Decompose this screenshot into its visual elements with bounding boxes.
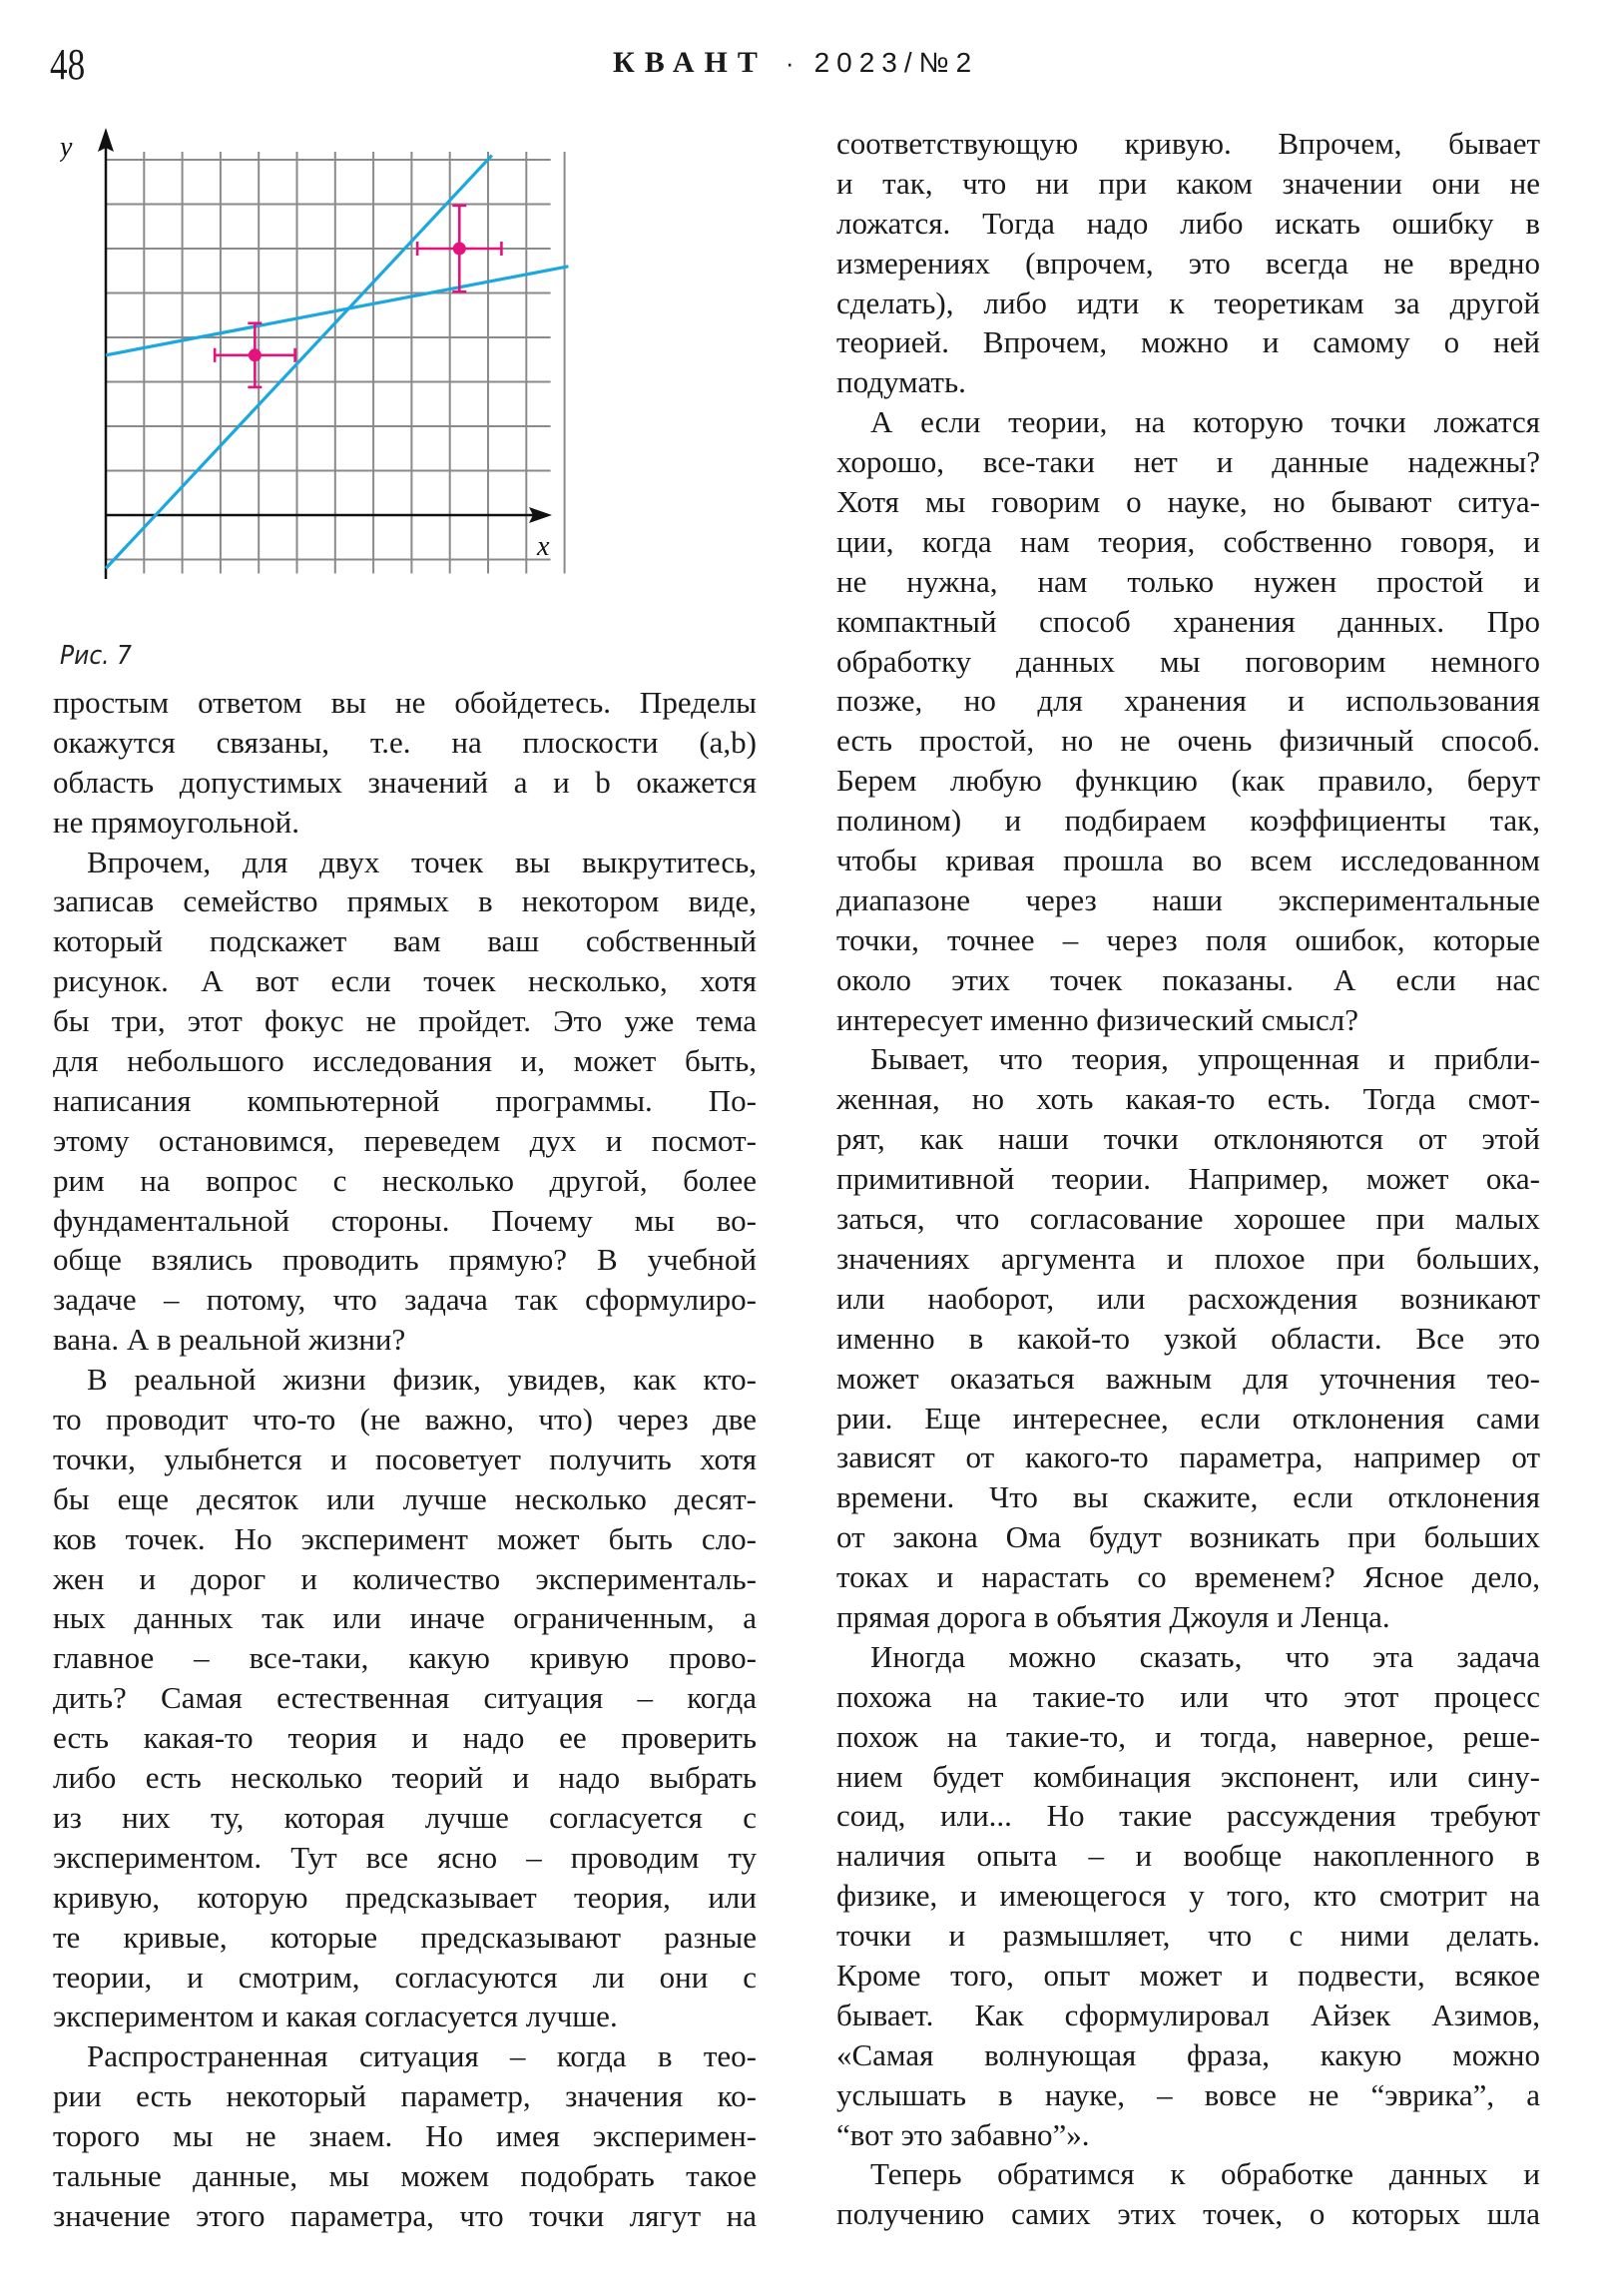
- text-line: компактный способ хранения данных. Про: [836, 603, 1540, 639]
- text-line: Впрочем, для двух точек вы выкрутитесь,: [87, 844, 757, 879]
- fit-lines: [106, 156, 568, 569]
- text-line: ных данных так или иначе ограниченным, а: [53, 1600, 757, 1636]
- text-line: диапазоне через наши экспериментальные: [836, 881, 1540, 917]
- text-line: ложатся. Тогда надо либо искать ошибку в: [836, 205, 1540, 241]
- text-column-right: [836, 124, 1540, 2234]
- text-line: наличия опыта – и вообще накопленного в: [836, 1838, 1540, 1874]
- text-line: Берем любую функцию (как правило, берут: [836, 763, 1540, 799]
- text-line: простым ответом вы не обойдетесь. Пределы: [53, 685, 757, 720]
- text-line: вана. А в реальной жизни?: [53, 1322, 406, 1358]
- text-column-left: [53, 683, 757, 2236]
- text-line: хорошо, все-таки нет и данные надежны?: [836, 444, 1540, 480]
- text-line: задаче – потому, что задача так сформулиро-: [53, 1282, 757, 1318]
- text-line: рии. Еще интереснее, если отклонения сами: [836, 1400, 1540, 1435]
- text-line: обработку данных мы поговорим немного: [836, 643, 1540, 679]
- running-head: [613, 46, 978, 86]
- figure-caption: Рис. 7: [60, 641, 132, 671]
- text-line: теорией. Впрочем, можно и самому о ней: [836, 324, 1540, 360]
- figure-7-plot: [60, 110, 719, 649]
- text-line: позже, но для хранения и использования: [836, 683, 1540, 719]
- page-number: 48: [50, 40, 86, 89]
- text-line: тальные данные, мы можем подобрать такое: [53, 2157, 757, 2193]
- text-line: есть простой, но не очень физичный способ.: [836, 723, 1540, 759]
- text-line: Кроме того, опыт может и подвести, всякое: [836, 1957, 1540, 1993]
- text-line: зависят от какого-то параметра, например от: [836, 1439, 1540, 1475]
- text-line: может оказаться важным для уточнения тео-: [836, 1360, 1540, 1396]
- text-line: сделать), либо идти к теоретикам за другой: [836, 285, 1540, 320]
- steep-line: [106, 156, 492, 569]
- text-line: интересует именно физический смысл?: [836, 1001, 1358, 1037]
- text-line: Иногда можно сказать, что эта задача: [870, 1638, 1540, 1674]
- text-line: ции, когда нам теория, собственно говоря, и: [836, 523, 1540, 559]
- text-line: соответствующую кривую. Впрочем, бывает: [836, 126, 1540, 161]
- text-line: значение этого параметра, что точки лягут на: [53, 2197, 757, 2233]
- text-line: прямая дорога в объятия Джоуля и Ленца.: [836, 1598, 1390, 1634]
- text-line: получению самих этих точек, о которых шла: [836, 2196, 1540, 2232]
- text-line: от закона Ома будут возникать при больших: [836, 1519, 1540, 1555]
- shallow-line: [106, 267, 568, 355]
- text-line: похож на такие-то, и тогда, наверное, реше-: [836, 1718, 1540, 1754]
- text-line: то проводит что-то (не важно, что) через две: [53, 1402, 757, 1437]
- text-line: экспериментом и какая согласуется лучше.: [53, 1999, 618, 2034]
- text-line: услышать в науке, – вовсе не “эврика”, а: [836, 2076, 1540, 2112]
- text-line: или наоборот, или расхождения возникают: [836, 1280, 1540, 1316]
- text-line: бывает. Как сформулировал Айзек Азимов,: [836, 1997, 1540, 2032]
- text-line: именно в какой-то узкой области. Все это: [836, 1320, 1540, 1356]
- text-line: жен и дорог и количество эксперименталь-: [53, 1560, 757, 1596]
- text-line: Бывает, что теория, упрощенная и прибли-: [870, 1041, 1540, 1077]
- text-line: женная, но хоть какая-то есть. Тогда смот-: [836, 1081, 1540, 1117]
- text-line: “вот это забавно”».: [836, 2116, 1090, 2152]
- text-line: написания компьютерной программы. По-: [53, 1082, 757, 1118]
- text-line: точки, улыбнется и посоветует получить хотя: [53, 1440, 757, 1476]
- text-line: главное – все-таки, какую кривую прово-: [53, 1640, 757, 1676]
- text-line: для небольшого исследования и, может быть,: [53, 1043, 757, 1079]
- text-line: ков точек. Но эксперимент может быть сло-: [53, 1520, 757, 1556]
- text-line: примитивной теории. Например, может ока-: [836, 1161, 1540, 1197]
- text-line: этому остановимся, переведем дух и посмот-: [53, 1122, 757, 1158]
- text-line: окажутся связаны, т.е. на плоскости (a,b): [53, 724, 757, 760]
- text-line: рисунок. А вот если точек несколько, хотя: [53, 963, 757, 999]
- text-line: физике, и имеющегося у того, кто смотрит на: [836, 1878, 1540, 1914]
- journal-title: КВАНТ: [613, 46, 768, 79]
- text-line: фундаментальной стороны. Почему мы во-: [53, 1202, 757, 1238]
- text-line: чтобы кривая прошла во всем исследованном: [836, 843, 1540, 878]
- text-line: «Самая волнующая фраза, какую можно: [836, 2036, 1540, 2072]
- text-line: область допустимых значений a и b окажется: [53, 764, 757, 800]
- text-line: записав семейство прямых в некотором виде,: [53, 883, 757, 919]
- text-line: полином) и подбираем коэффициенты так,: [836, 803, 1540, 839]
- text-line: А если теории, на которую точки ложатся: [870, 404, 1540, 440]
- text-line: есть какая-то теория и надо ее проверить: [53, 1720, 757, 1756]
- text-line: те кривые, которые предсказывают разные: [53, 1919, 757, 1955]
- text-line: рим на вопрос с несколько другой, более: [53, 1162, 757, 1198]
- text-line: рии есть некоторый параметр, значения ко-: [53, 2078, 757, 2114]
- text-line: и так, что ни при каком значении они не: [836, 165, 1540, 201]
- x-axis-label: x: [537, 531, 550, 562]
- text-line: Теперь обратимся к обработке данных и: [870, 2156, 1540, 2192]
- data-point-marker: [249, 348, 262, 361]
- data-point-marker: [453, 243, 466, 256]
- text-line: торого мы не знаем. Но имея эксперимен-: [53, 2118, 757, 2154]
- text-line: времени. Что вы скажите, если отклонения: [836, 1479, 1540, 1515]
- text-line: похожа на такие-то или что этот процесс: [836, 1678, 1540, 1714]
- text-line: не прямоугольной.: [53, 804, 299, 840]
- header-separator: ·: [785, 48, 795, 78]
- text-line: либо есть несколько теорий и надо выбрать: [53, 1760, 757, 1796]
- text-line: из них ту, которая лучше согласуется с: [53, 1799, 757, 1835]
- text-line: значениях аргумента и плохое при больших,: [836, 1240, 1540, 1276]
- text-line: рят, как наши точки отклоняются от этой: [836, 1121, 1540, 1157]
- text-line: В реальной жизни физик, увидев, как кто-: [87, 1362, 757, 1398]
- text-line: Распространенная ситуация – когда в тео-: [87, 2038, 757, 2074]
- text-line: соид, или... Но такие рассуждения требуют: [836, 1798, 1540, 1834]
- text-line: точки, точнее – через поля ошибок, которые: [836, 921, 1540, 957]
- text-line: не нужна, нам только нужен простой и: [836, 563, 1540, 599]
- text-line: который подскажет вам ваш собственный: [53, 923, 757, 959]
- text-line: дить? Самая естественная ситуация – когда: [53, 1680, 757, 1716]
- grid: [106, 152, 565, 574]
- text-line: токах и нарастать со временем? Ясное дело,: [836, 1559, 1540, 1595]
- text-line: измерениях (впрочем, это всегда не вредно: [836, 245, 1540, 281]
- text-line: бы еще десяток или лучше несколько десят-: [53, 1480, 757, 1516]
- figure-7: [60, 110, 719, 649]
- text-line: подумать.: [836, 364, 966, 400]
- text-line: точки и размышляет, что с ними делать.: [836, 1918, 1540, 1954]
- text-line: около этих точек показаны. А если нас: [836, 961, 1540, 997]
- y-axis-label: y: [60, 132, 73, 163]
- text-line: экспериментом. Тут все ясно – проводим ту: [53, 1839, 757, 1875]
- text-line: нием будет комбинация экспонент, или сину-: [836, 1758, 1540, 1794]
- text-line: Хотя мы говорим о науке, но бывают ситуа-: [836, 484, 1540, 520]
- text-line: заться, что согласование хорошее при малых: [836, 1201, 1540, 1237]
- text-line: бы три, этот фокус не пройдет. Это уже тема: [53, 1003, 757, 1039]
- issue-number: 2023/№2: [813, 47, 979, 78]
- text-line: теории, и смотрим, согласуются ли они с: [53, 1959, 757, 1995]
- text-line: кривую, которую предсказывает теория, или: [53, 1879, 757, 1915]
- text-line: обще взялись проводить прямую? В учебной: [53, 1242, 757, 1278]
